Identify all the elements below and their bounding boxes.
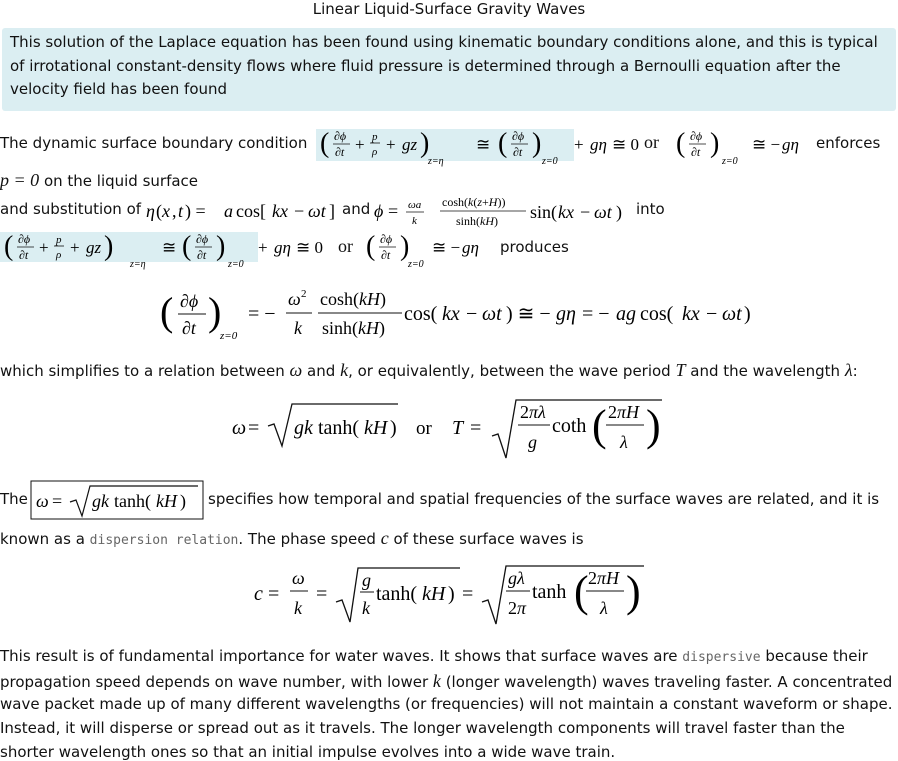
svg-text:gz: gz — [86, 238, 102, 257]
svg-text:cos(: cos( — [404, 303, 438, 325]
svg-text:ρ: ρ — [372, 146, 378, 158]
text-surface-waves: of these surface waves is — [393, 530, 584, 548]
text-simplifies: which simplifies to a relation between — [0, 362, 285, 380]
text-colon: : — [852, 362, 858, 380]
svg-text:k: k — [294, 598, 302, 618]
svg-text:): ) — [216, 231, 226, 262]
bc-equation-a — [316, 125, 574, 169]
text-known: known as a — [0, 530, 85, 548]
svg-text:): ) — [616, 202, 622, 222]
text-into: into — [636, 200, 665, 218]
svg-text:cos[: cos[ — [236, 201, 266, 221]
paragraph-result-line2: propagation speed depends on wave number, with lower k (longer wavelength) waves traveling faster. A concentrated — [0, 671, 893, 691]
text-longer: (longer wavelength) waves traveling faster. A concentrated — [445, 673, 893, 691]
svg-text:p: p — [372, 131, 378, 143]
paragraph-result-line4: Instead, it will disperse or spread out as it travels. The longer wavelength components will travel faster than the — [0, 719, 845, 737]
paragraph-line2 — [0, 170, 198, 191]
svg-text:η: η — [146, 201, 155, 221]
svg-text:+: + — [574, 135, 584, 154]
svg-text:kx: kx — [442, 303, 460, 325]
svg-text:g: g — [362, 570, 371, 590]
svg-text:): ) — [532, 128, 542, 159]
svg-text:λ: λ — [620, 432, 628, 452]
svg-text:]: ] — [329, 201, 335, 221]
svg-text:(: ( — [156, 201, 162, 221]
svg-text:gk: gk — [294, 417, 313, 439]
callout-note: This solution of the Laplace equation has been found using kinematic boundary conditions alone, and this is typical of irrotational constant-density flows where fluid pressure is determined through a Bernoulli equation after the velocity field has been found — [2, 28, 896, 111]
svg-text:ρ: ρ — [56, 249, 62, 261]
svg-text:≅ 0: ≅ 0 — [296, 238, 323, 257]
svg-text:+: + — [386, 135, 396, 154]
svg-text:ϕ: ϕ — [374, 201, 384, 221]
svg-text:): ) — [626, 567, 641, 616]
svg-text:ω: ω — [36, 491, 49, 511]
text-equivalently: , or equivalently, between the wave period — [348, 362, 671, 380]
svg-text:kx: kx — [682, 303, 700, 325]
text-or: or — [644, 132, 659, 152]
svg-text:(: ( — [574, 567, 589, 616]
svg-text:): ) — [420, 128, 430, 159]
paragraph-specifies — [0, 480, 898, 520]
svg-text:gη: gη — [556, 303, 576, 325]
svg-text:≅: ≅ — [476, 135, 491, 154]
svg-text:=: = — [388, 201, 399, 221]
svg-text:tanh: tanh — [532, 581, 567, 603]
svg-text:gη: gη — [782, 135, 799, 154]
display-equation-phase-speed — [252, 562, 662, 628]
svg-text:=: = — [470, 417, 482, 439]
svg-text:≅: ≅ — [162, 238, 177, 257]
text-lead: The dynamic surface boundary condition — [0, 134, 308, 152]
svg-text:p: p — [56, 234, 62, 246]
svg-text:): ) — [744, 303, 751, 325]
svg-text:ω: ω — [232, 417, 247, 439]
page-title: Linear Liquid-Surface Gravity Waves — [312, 0, 586, 18]
eta-equation — [146, 194, 356, 228]
svg-text:kH: kH — [156, 491, 177, 511]
svg-text:ω: ω — [288, 289, 301, 309]
text-produces: produces — [500, 238, 569, 256]
svg-text:ωt: ωt — [594, 202, 612, 222]
svg-text:(: ( — [4, 231, 14, 262]
bc-equation-repeat — [0, 228, 330, 272]
svg-text:= −: = − — [248, 303, 276, 325]
svg-text:∂ϕ: ∂ϕ — [334, 129, 347, 143]
term-dispersion-relation: dispersion relation — [89, 533, 239, 548]
svg-text:∂t: ∂t — [381, 248, 391, 262]
svg-text:kH: kH — [422, 583, 446, 605]
text-and: and — [342, 200, 371, 218]
text-the: The — [0, 490, 28, 508]
text-or-2: or — [338, 236, 353, 256]
svg-text:∂ϕ: ∂ϕ — [196, 232, 209, 246]
svg-text:(: ( — [160, 289, 174, 334]
svg-text:(: ( — [498, 128, 508, 159]
svg-text:∂ϕ: ∂ϕ — [380, 232, 393, 246]
svg-text:(: ( — [182, 231, 192, 262]
svg-text:∂t: ∂t — [513, 145, 523, 159]
svg-text:tanh(: tanh( — [114, 491, 151, 511]
paragraph-known-as: known as a dispersion relation. The phase speed c of these surface waves is — [0, 528, 584, 548]
svg-text:cos(: cos( — [640, 303, 674, 325]
svg-text:tanh(: tanh( — [318, 417, 360, 439]
svg-text:+: + — [39, 238, 49, 257]
svg-text:(: ( — [320, 128, 330, 159]
text-liquid-surface: on the liquid surface — [43, 172, 199, 190]
svg-text:=: = — [52, 491, 63, 511]
svg-text:k: k — [362, 598, 370, 618]
boxed-dispersion-equation — [30, 480, 204, 520]
text-and-3: and the wavelength — [690, 362, 841, 380]
svg-text:): ) — [390, 417, 397, 439]
svg-text:=: = — [268, 583, 280, 605]
svg-text:kx: kx — [558, 202, 574, 222]
svg-text:∂ϕ: ∂ϕ — [18, 232, 31, 246]
svg-text:ωt: ωt — [722, 303, 742, 325]
svg-text:(: ( — [366, 231, 376, 262]
svg-text:t: t — [178, 201, 184, 221]
text-and-2: and — [307, 362, 336, 380]
paragraph-result-line5: shorter wavelength ones so that an initial impulse evolves into a wide wave train. — [0, 743, 616, 761]
svg-text:,: , — [172, 201, 177, 221]
paragraph-result-line3: wave packet made up of many different wavelengths (or frequencies) will not maintain a constant waveform or shape. — [0, 695, 893, 713]
term-dispersive: dispersive — [682, 650, 761, 665]
svg-text:): ) — [104, 231, 114, 262]
svg-text:−: − — [580, 202, 591, 222]
text-enforces: enforces — [816, 134, 881, 152]
svg-text:c: c — [254, 583, 263, 605]
svg-text:∂ϕ: ∂ϕ — [512, 129, 525, 143]
svg-text:): ) — [180, 491, 186, 511]
svg-text:gz: gz — [402, 135, 418, 154]
svg-text:sin(: sin( — [530, 202, 557, 222]
math-p-zero: p = 0 — [0, 170, 40, 190]
svg-text:z=0: z=0 — [408, 259, 424, 270]
svg-text:2πH: 2πH — [608, 402, 640, 422]
svg-text:gη: gη — [274, 238, 291, 257]
svg-text:z=η: z=η — [428, 156, 444, 167]
svg-text:∂ϕ: ∂ϕ — [180, 291, 199, 311]
svg-text:−: − — [294, 201, 305, 221]
svg-text:=: = — [462, 583, 474, 605]
display-equation-omega-T — [230, 396, 690, 462]
svg-text:tanh(: tanh( — [376, 583, 418, 605]
svg-text:+: + — [70, 238, 80, 257]
svg-text:k: k — [294, 318, 302, 338]
svg-text:ag: ag — [616, 303, 636, 325]
svg-text:z=0: z=0 — [228, 259, 244, 270]
svg-text:): ) — [710, 128, 720, 159]
svg-text:) =: ) = — [185, 201, 206, 221]
svg-text:cosh(kH): cosh(kH) — [320, 289, 386, 309]
svg-text:gη: gη — [462, 238, 479, 257]
svg-text:ωa: ωa — [408, 199, 422, 211]
svg-text:2: 2 — [301, 288, 307, 300]
svg-text:−: − — [466, 303, 478, 325]
svg-text:sinh(kH): sinh(kH) — [456, 214, 498, 228]
svg-text:a: a — [224, 201, 233, 221]
svg-text:≅ 0: ≅ 0 — [612, 135, 639, 154]
svg-text:∂t: ∂t — [182, 318, 196, 338]
svg-text:z=η: z=η — [130, 259, 146, 270]
svg-text:≅ −: ≅ − — [752, 135, 781, 154]
svg-text:ωt: ωt — [308, 201, 326, 221]
svg-text:2π: 2π — [508, 598, 527, 618]
paragraph-simplifies: which simplifies to a relation between ω and k, or equivalently, between the wave period T and the wavelength λ: — [0, 360, 858, 380]
svg-text:z=0: z=0 — [220, 330, 238, 342]
paragraph-result-line1 — [0, 647, 868, 665]
svg-text:T: T — [452, 417, 464, 439]
text-specifies: specifies how temporal and spatial frequencies of the surface waves are related, and it is — [208, 490, 880, 508]
text-because: because their — [765, 647, 868, 665]
svg-text:+: + — [355, 135, 365, 154]
text-or-3: or — [416, 418, 432, 439]
svg-text:=: = — [248, 417, 260, 439]
text-substitution: and substitution of — [0, 200, 142, 218]
svg-text:kx: kx — [272, 201, 288, 221]
text-phase-speed: . The phase speed — [238, 530, 376, 548]
svg-text:gλ: gλ — [508, 568, 525, 588]
svg-text:∂t: ∂t — [335, 145, 345, 159]
svg-text:−: − — [706, 303, 718, 325]
svg-text:≅ −: ≅ − — [432, 238, 461, 257]
svg-text:): ) — [208, 289, 222, 334]
text-result: This result is of fundamental importance for water waves. It shows that surface waves are — [0, 647, 678, 665]
svg-text:=: = — [316, 583, 328, 605]
text-propagation: propagation speed depends on wave number, with lower — [0, 673, 429, 691]
svg-text:x: x — [162, 201, 170, 221]
svg-text:): ) — [448, 583, 455, 605]
svg-text:2πH: 2πH — [588, 568, 620, 588]
svg-text:gk: gk — [92, 491, 109, 511]
svg-text:) ≅ −: ) ≅ − — [506, 303, 551, 325]
svg-text:= −: = − — [582, 303, 610, 325]
svg-text:k: k — [412, 215, 417, 227]
svg-text:2πλ: 2πλ — [520, 402, 546, 422]
svg-text:): ) — [400, 231, 410, 262]
svg-text:∂t: ∂t — [691, 145, 701, 159]
svg-text:∂t: ∂t — [197, 248, 207, 262]
svg-text:ω: ω — [292, 568, 305, 588]
bc-equation-repeat-c — [366, 228, 498, 272]
svg-text:cosh(k(z+H)): cosh(k(z+H)) — [442, 195, 506, 209]
svg-text:+: + — [258, 238, 268, 257]
svg-text:kH: kH — [364, 417, 388, 439]
svg-text:ωt: ωt — [482, 303, 502, 325]
svg-text:sinh(kH): sinh(kH) — [322, 318, 385, 338]
svg-text:g: g — [528, 432, 537, 452]
svg-text:z=0: z=0 — [722, 156, 738, 167]
svg-text:(: ( — [676, 128, 686, 159]
svg-text:(: ( — [592, 401, 607, 450]
svg-text:gη: gη — [590, 135, 607, 154]
display-equation-dphi — [160, 285, 780, 345]
svg-text:): ) — [646, 401, 661, 450]
svg-text:λ: λ — [600, 598, 608, 618]
bc-equation-c — [676, 125, 808, 169]
svg-text:coth: coth — [552, 415, 587, 437]
svg-text:∂ϕ: ∂ϕ — [690, 129, 703, 143]
svg-text:z=0: z=0 — [542, 156, 558, 167]
svg-text:∂t: ∂t — [19, 248, 29, 262]
